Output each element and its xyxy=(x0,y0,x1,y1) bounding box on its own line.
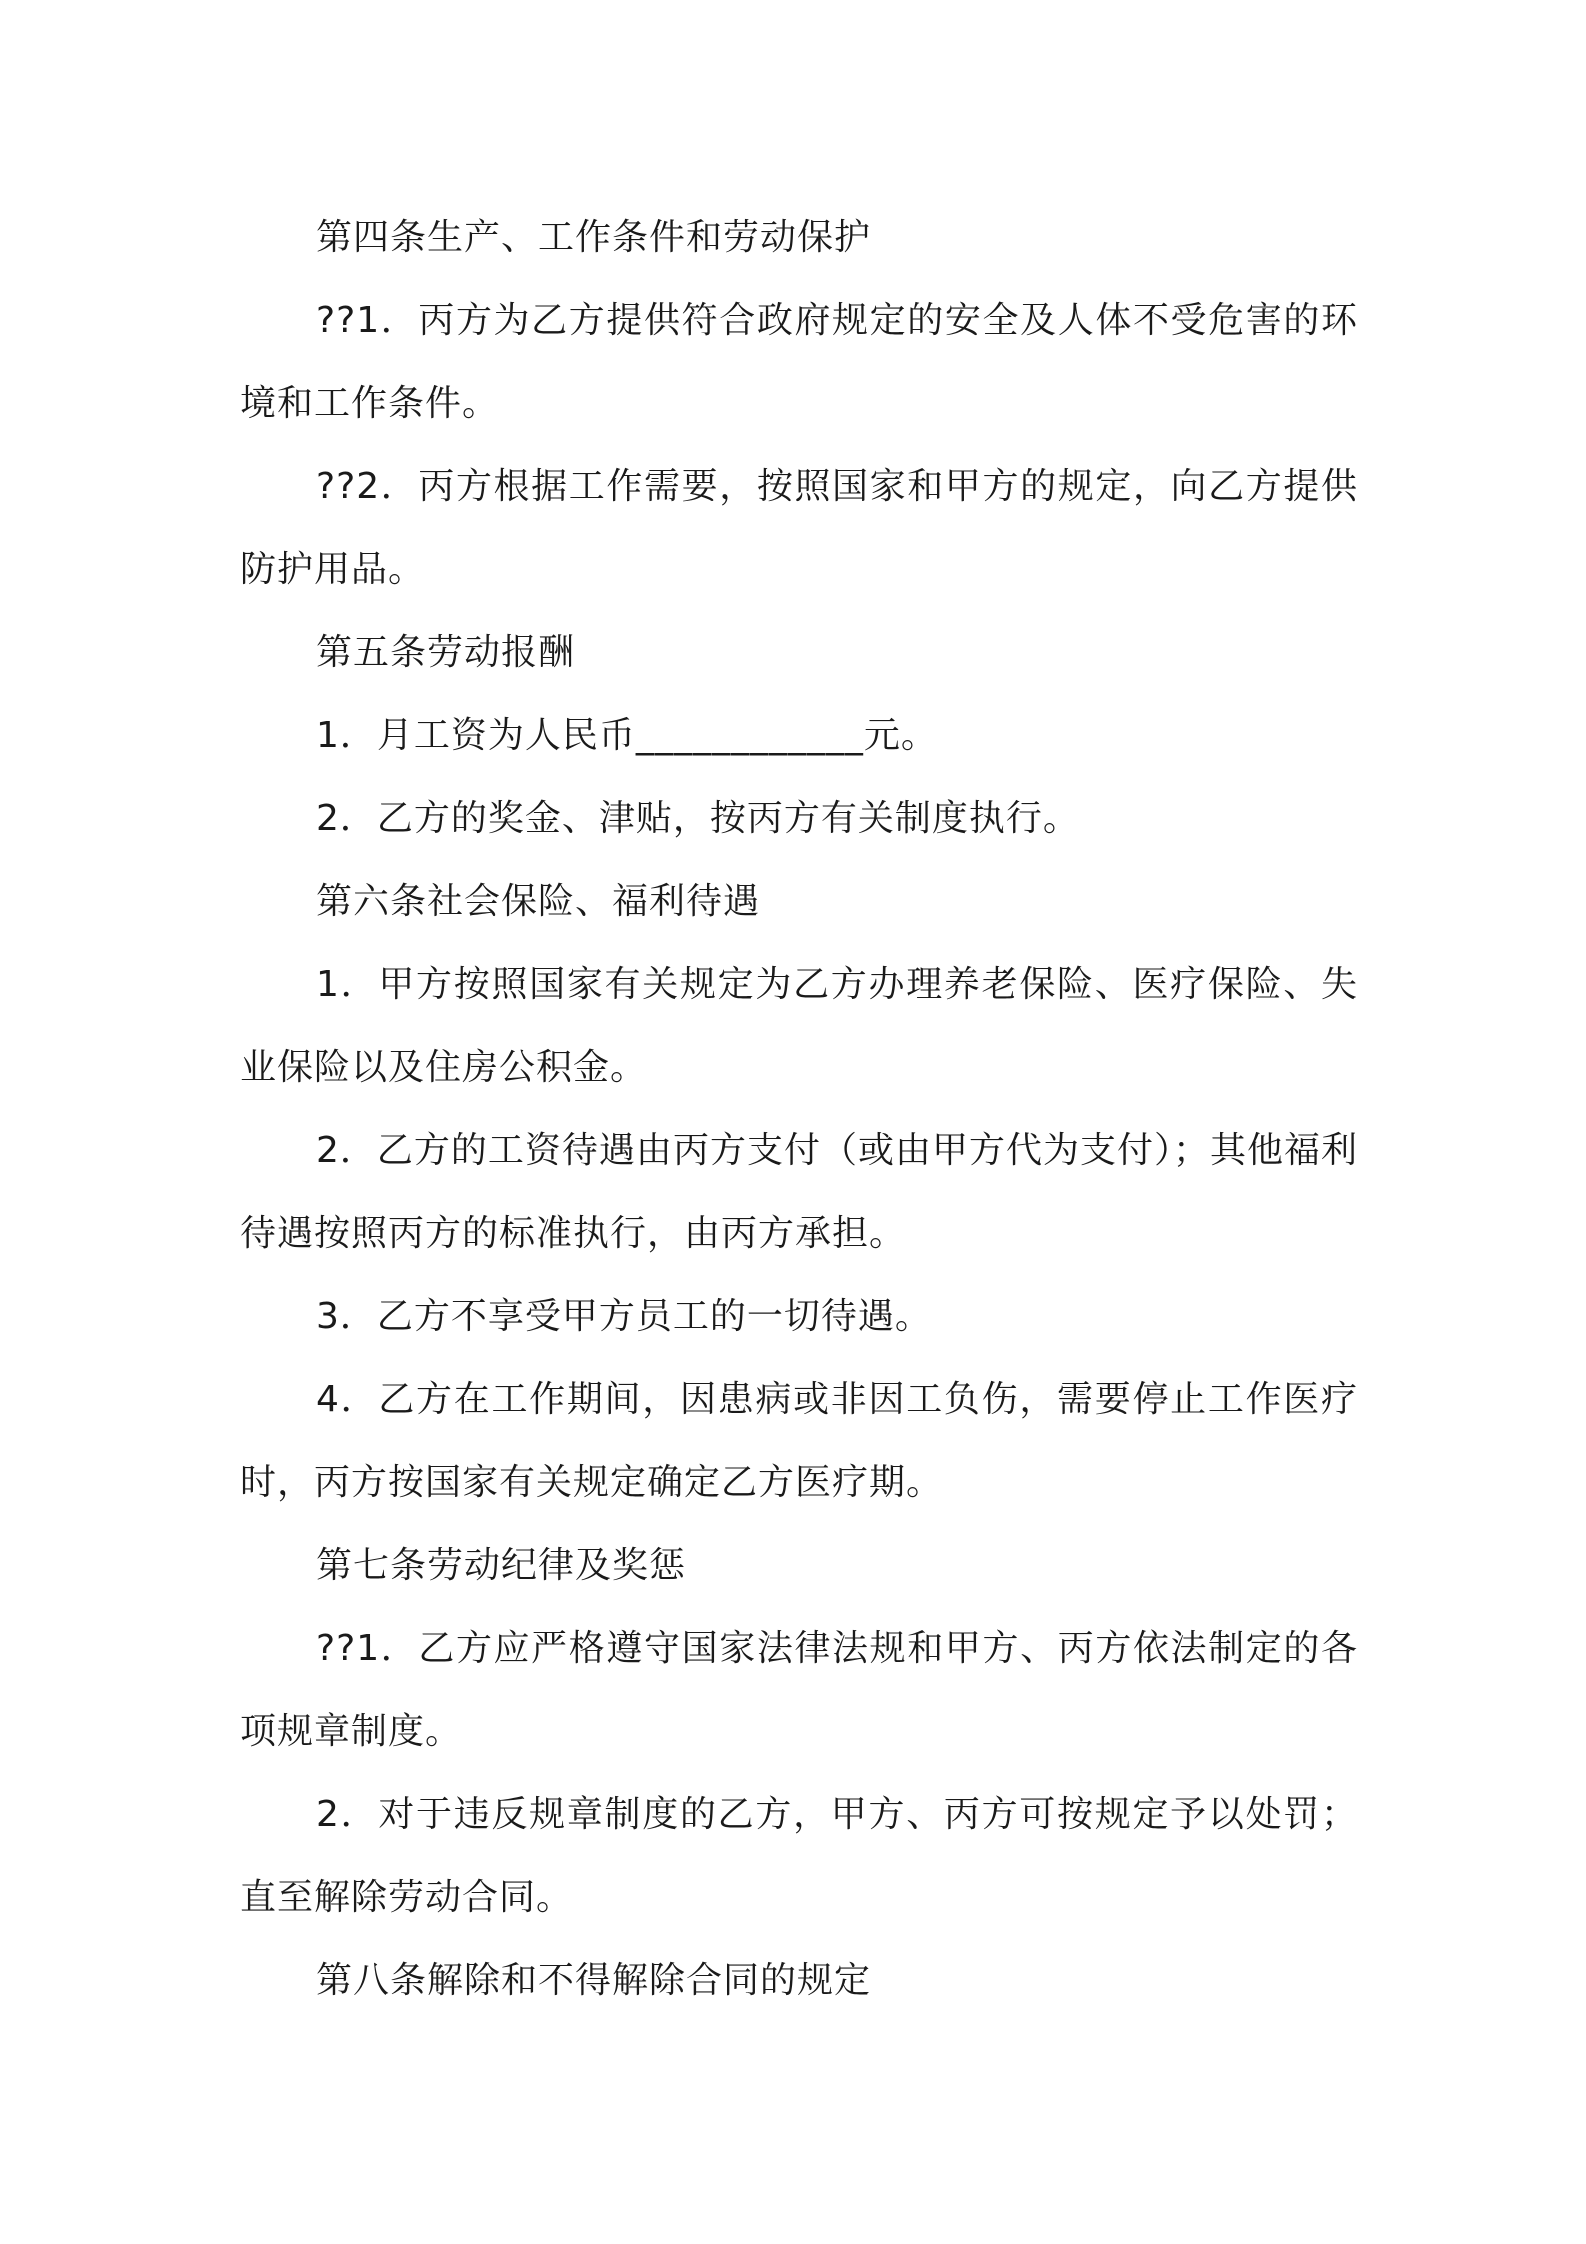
article-5-clause-1: 1．月工资为人民币____________元。 xyxy=(316,715,938,756)
article-7-clause-2: 2．对于违反规章制度的乙方，甲方、丙方可按规定予以处罚；直至解除劳动合同。 xyxy=(240,1794,1358,1918)
article-8-heading: 第八条解除和不得解除合同的规定 xyxy=(316,1960,872,2001)
article-7-heading: 第七条劳动纪律及奖惩 xyxy=(316,1545,687,1586)
article-6-heading: 第六条社会保险、福利待遇 xyxy=(316,881,761,922)
article-6-clause-1: 1．甲方按照国家有关规定为乙方办理养老保险、医疗保险、失业保险以及住房公积金。 xyxy=(240,964,1358,1088)
document-body xyxy=(240,196,1358,2022)
article-5-clause-2: 2．乙方的奖金、津贴，按丙方有关制度执行。 xyxy=(316,798,1080,839)
article-4-heading: 第四条生产、工作条件和劳动保护 xyxy=(316,217,872,258)
article-4-clause-1: ??1．丙方为乙方提供符合政府规定的安全及人体不受危害的环境和工作条件。 xyxy=(240,300,1358,424)
article-6-clause-2: 2．乙方的工资待遇由丙方支付（或由甲方代为支付）；其他福利待遇按照丙方的标准执行，由丙方承担。 xyxy=(240,1130,1358,1254)
article-6-clause-3: 3．乙方不享受甲方员工的一切待遇。 xyxy=(316,1296,932,1337)
article-7-clause-1: ??1．乙方应严格遵守国家法律法规和甲方、丙方依法制定的各项规章制度。 xyxy=(240,1628,1358,1752)
article-5-heading: 第五条劳动报酬 xyxy=(316,632,576,673)
article-6-clause-4: 4．乙方在工作期间，因患病或非因工负伤，需要停止工作医疗时，丙方按国家有关规定确定乙方医疗期。 xyxy=(240,1379,1358,1503)
article-4-clause-2: ??2．丙方根据工作需要，按照国家和甲方的规定，向乙方提供防护用品。 xyxy=(240,466,1358,590)
